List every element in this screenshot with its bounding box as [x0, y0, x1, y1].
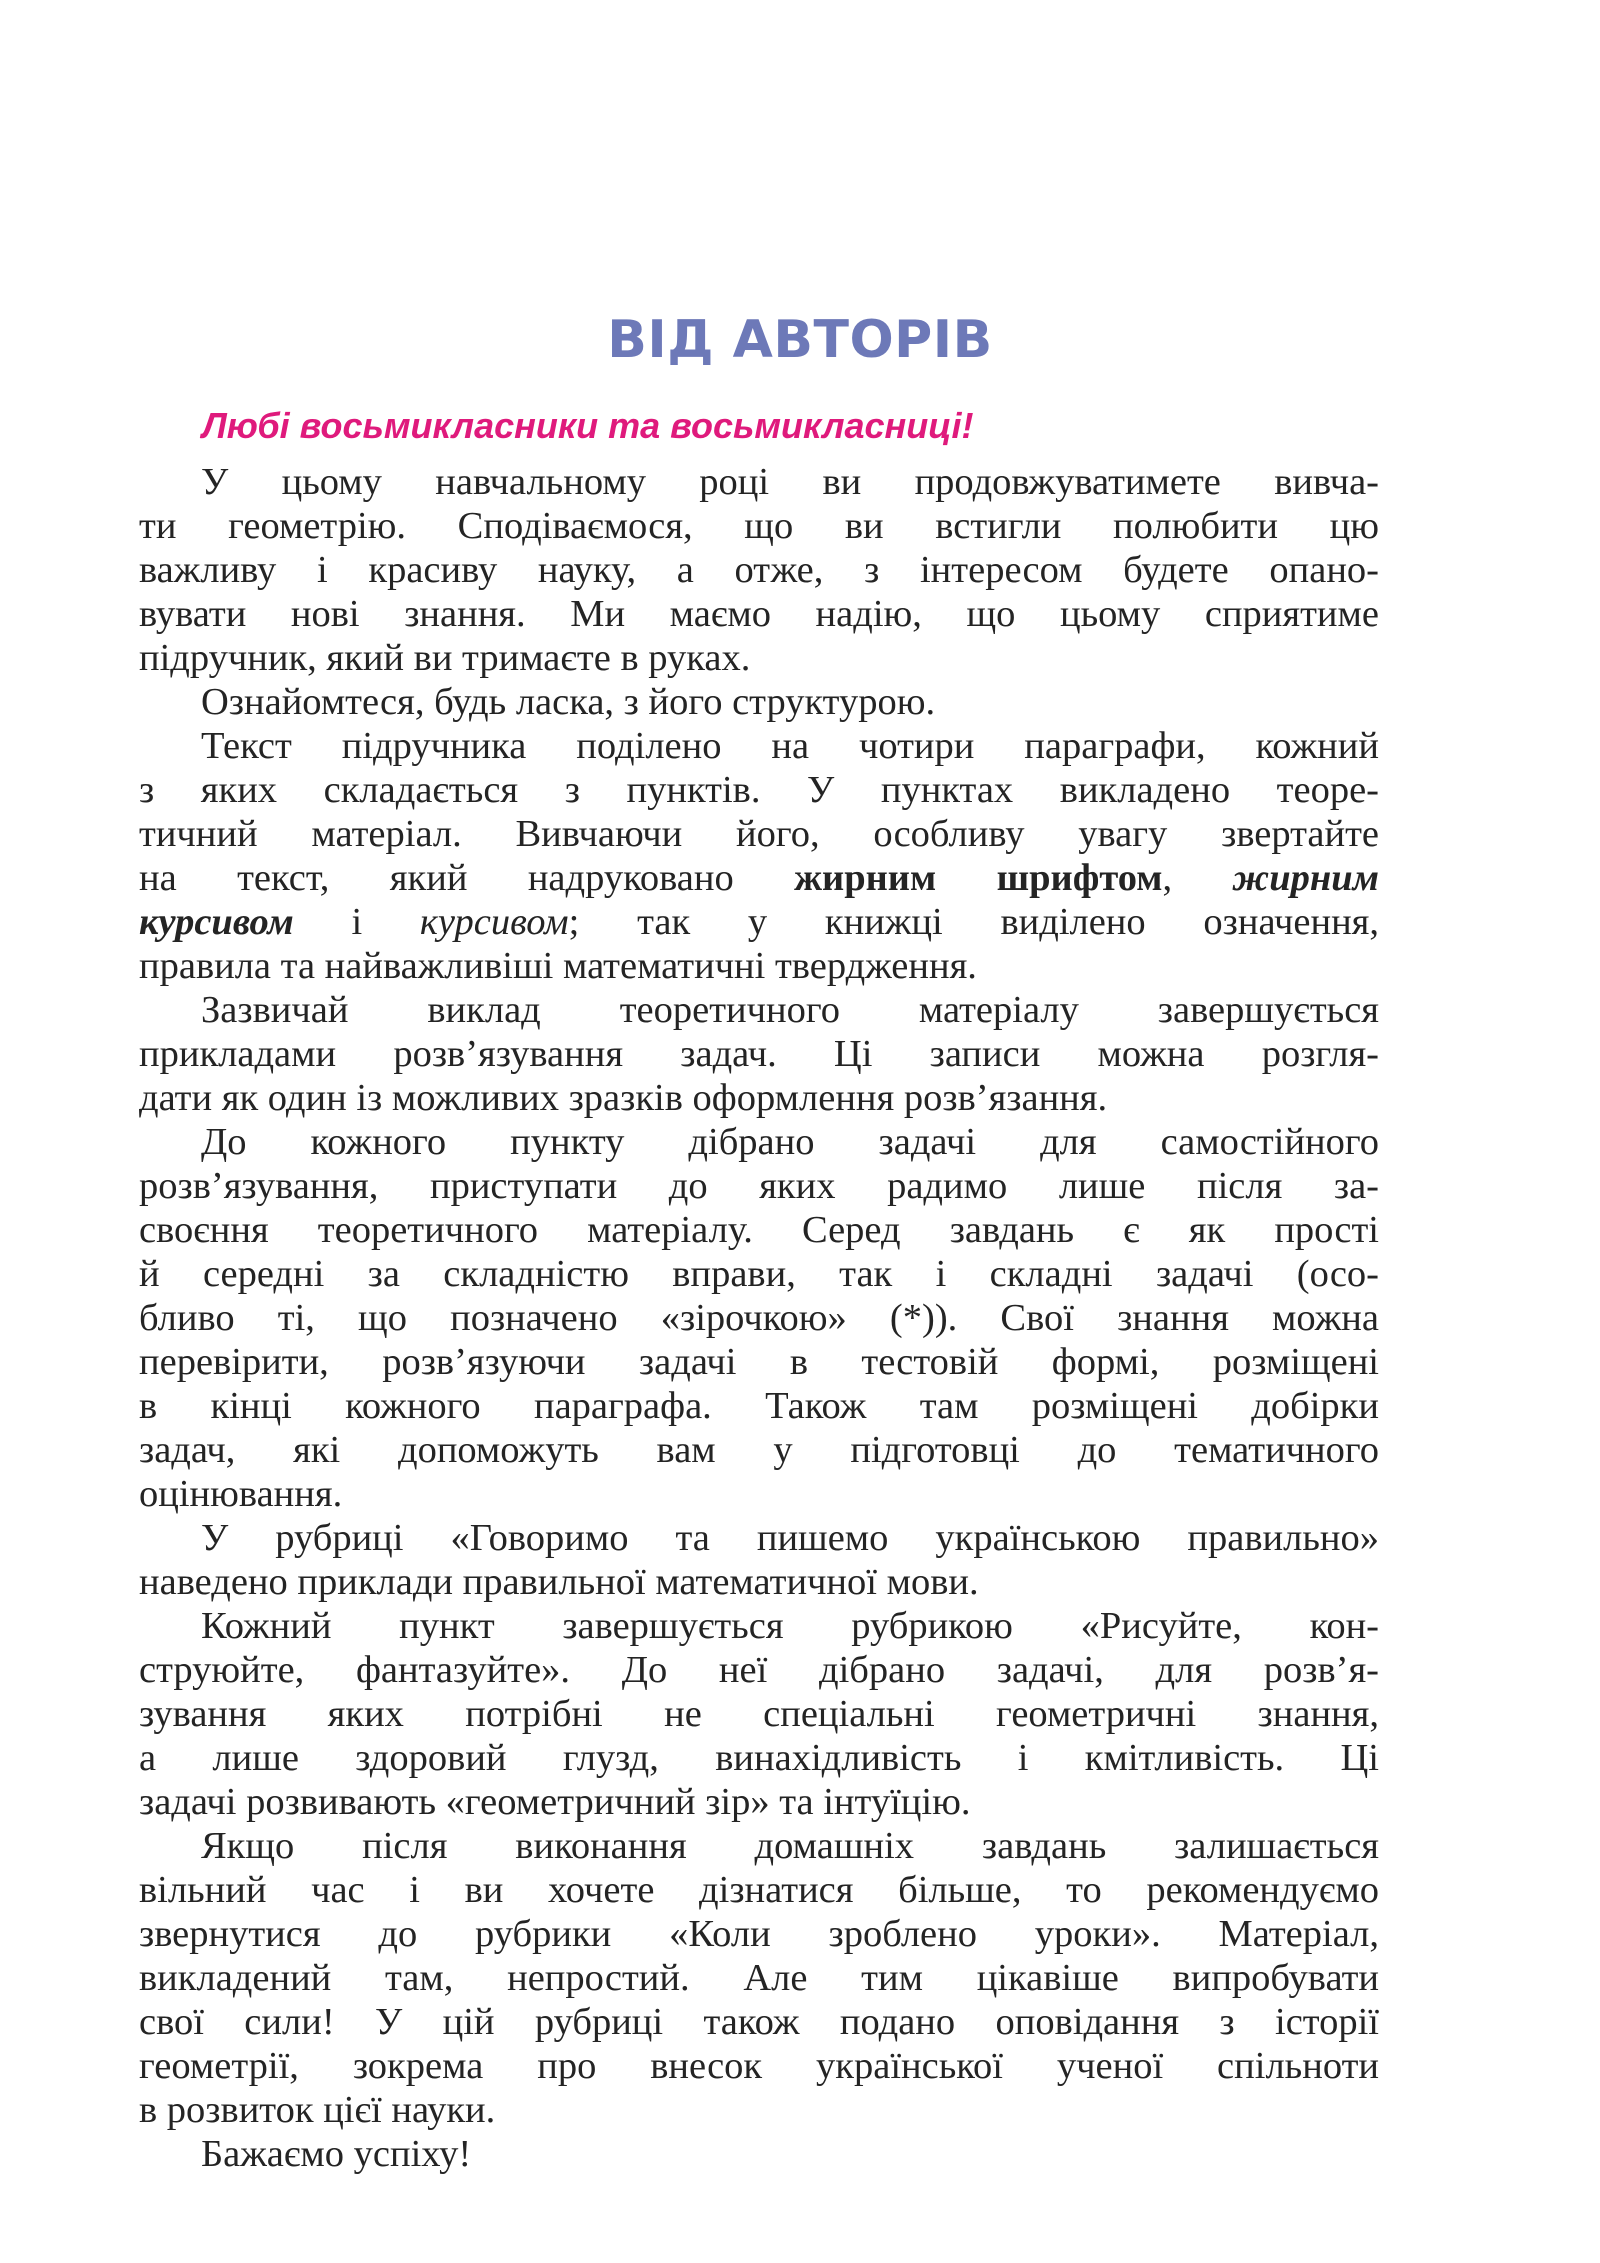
text-line: оцінювання.: [139, 1473, 343, 1515]
italic-text: курсивом: [419, 901, 569, 943]
text-line: У рубриці «Говоримо та пишемо українською правильно»: [201, 1517, 1379, 1559]
text-line: вувати нові знання. Ми маємо надію, що цьому сприятиме: [139, 593, 1379, 635]
text-run: ; так у книжці виділено означення,: [568, 901, 1380, 943]
text-line: своєння теоретичного матеріалу. Серед завдань є як прості: [139, 1209, 1379, 1251]
text-line: [139, 900, 1379, 944]
bold-text: жирним шрифтом: [794, 857, 1163, 899]
text-run: і: [293, 901, 420, 943]
text-line: підручник, який ви тримаєте в руках.: [139, 637, 751, 679]
text-line: прикладами розв’язування задач. Ці записи можна розгля-: [139, 1033, 1379, 1075]
text-line: правила та найважливіші математичні твердження.: [139, 945, 977, 987]
text-line: геометрії, зокрема про внесок української ученої спільноти: [139, 2045, 1379, 2087]
text-line: важливу і красиву науку, а отже, з інтересом будете опано-: [139, 549, 1379, 591]
text-line: в розвиток цієї науки.: [139, 2089, 496, 2131]
text-line: звернутися до рубрики «Коли зроблено уроки». Матеріал,: [139, 1913, 1379, 1955]
text-line: тичний матеріал. Вивчаючи його, особливу увагу звертайте: [139, 813, 1379, 855]
text-line: розв’язування, приступати до яких радимо лише після за-: [139, 1165, 1379, 1207]
text-line: струюйте, фантазуйте». До неї дібрано задачі, для розв’я-: [139, 1649, 1379, 1691]
body-text: [139, 460, 1379, 2176]
text-line: свої сили! У цій рубриці також подано оповідання з історії: [139, 2001, 1379, 2043]
text-line: Ознайомтеся, будь ласка, з його структурою.: [201, 681, 936, 723]
text-line: бливо ті, що позначено «зірочкою» (*)). Свої знання можна: [139, 1297, 1379, 1339]
text-line: вільний час і ви хочете дізнатися більше, то рекомендуємо: [139, 1869, 1379, 1911]
text-run: ,: [1162, 857, 1233, 899]
text-line: а лише здоровий глузд, винахідливість і кмітливість. Ці: [139, 1737, 1379, 1779]
bold-italic-text: курсивом: [139, 901, 294, 943]
text-line: ти геометрію. Сподіваємося, що ви встигли полюбити цю: [139, 505, 1379, 547]
text-line: дати як один із можливих зразків оформлення розв’язання.: [139, 1077, 1108, 1119]
text-line: й середні за складністю вправи, так і складні задачі (осо-: [139, 1253, 1379, 1295]
text-line: До кожного пункту дібрано задачі для самостійного: [201, 1121, 1379, 1163]
text-line: Бажаємо успіху!: [201, 2133, 472, 2175]
greeting: Любі восьмикласники та восьмикласниці!: [202, 405, 974, 446]
text-line: задач, які допоможуть вам у підготовці до тематичного: [139, 1429, 1379, 1471]
text-line: задачі розвивають «геометричний зір» та інтуїцію.: [139, 1781, 971, 1823]
text-line: Зазвичай виклад теоретичного матеріалу завершується: [201, 989, 1379, 1031]
text-line: в кінці кожного параграфа. Також там розміщені добірки: [139, 1385, 1379, 1427]
text-line: [139, 856, 1379, 900]
bold-italic-text: жирним: [1232, 857, 1380, 899]
text-line: зування яких потрібні не спеціальні геометричні знання,: [139, 1693, 1379, 1735]
text-run: на текст, який надруковано: [139, 857, 795, 899]
text-line: викладений там, непростий. Але тим цікавіше випробувати: [139, 1957, 1379, 1999]
text-line: перевірити, розв’язуючи задачі в тестовій формі, розміщені: [139, 1341, 1379, 1383]
text-line: У цьому навчальному році ви продовжуватимете вивча-: [201, 461, 1379, 503]
text-line: Якщо після виконання домашніх завдань залишається: [201, 1825, 1379, 1867]
text-line: наведено приклади правильної математичної мови.: [139, 1561, 979, 1603]
text-line: Текст підручника поділено на чотири параграфи, кожний: [201, 725, 1379, 767]
page-title: ВІД АВТОРІВ: [607, 310, 993, 370]
text-line: Кожний пункт завершується рубрикою «Рисуйте, кон-: [201, 1605, 1379, 1647]
text-line: з яких складається з пунктів. У пунктах викладено теоре-: [139, 769, 1379, 811]
